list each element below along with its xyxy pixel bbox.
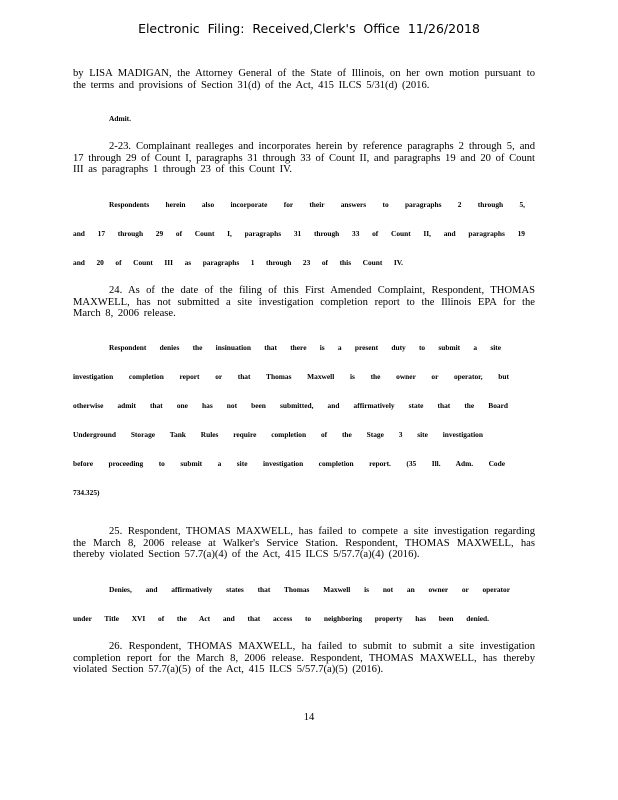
opening-paragraph: by LISA MADIGAN, the Attorney General of the State of Illinois, on her own motion pursuant to the terms and provisions of Section 31(d) of the Act, 415 ILCS 5/31(d) (2016.: [73, 68, 535, 91]
response-24-line: Respondent denies the insinuation that there is a present duty to submit a site: [109, 343, 501, 352]
response-2-23-line: and 17 through 29 of Count I, paragraphs 31 through 33 of Count II, and paragraphs 19: [73, 229, 525, 238]
filing-stamp-header: Electronic Filing: Received,Clerk's Office 11/26/2018: [138, 21, 480, 36]
response-2-23-line: and 20 of Count III as paragraphs 1 through 23 of this Count IV.: [73, 258, 403, 267]
response-24-line: investigation completion report or that Thomas Maxwell is the owner or operator, but: [73, 372, 509, 381]
response-24-line: before proceeding to submit a site investigation completion report. (35 Ill. Adm. Code: [73, 459, 505, 468]
page-number: 14: [303, 712, 315, 723]
paragraph-24: 24. As of the date of the filing of this First Amended Complaint, Respondent, THOMAS MAXWELL, has not submitted a site investigation completion report to the Illinois EPA for the March 8, 2006 release.: [73, 285, 535, 319]
response-24-line: 734.325): [73, 488, 100, 497]
response-admit: Admit.: [109, 114, 131, 123]
response-25-line: Denies, and affirmatively states that Thomas Maxwell is not an owner or operator: [109, 585, 510, 594]
paragraph-2-23: 2-23. Complainant realleges and incorporates herein by reference paragraphs 2 through 5, and 17 through 29 of Count I, paragraphs 31 through 33 of Count II, and paragraphs 19 and 20 of Count III as paragraphs 1 through 23 of this Count IV.: [73, 141, 535, 175]
paragraph-25: 25. Respondent, THOMAS MAXWELL, has failed to compete a site investigation regarding the March 8, 2006 release at Walker's Service Station. Respondent, THOMAS MAXWELL, has thereby violated Section 57.7(a)(4) of the Act, 415 ILCS 5/57.7(a)(4) (2016).: [73, 526, 535, 560]
response-2-23-line: Respondents herein also incorporate for their answers to paragraphs 2 through 5,: [109, 200, 525, 209]
response-25-line: under Title XVI of the Act and that access to neighboring property has been denied.: [73, 614, 489, 623]
response-24-line: otherwise admit that one has not been submitted, and affirmatively state that the Board: [73, 401, 508, 410]
response-24-line: Underground Storage Tank Rules require completion of the Stage 3 site investigation: [73, 430, 483, 439]
paragraph-26: 26. Respondent, THOMAS MAXWELL, ha failed to submit to submit a site investigation completion report for the March 8, 2006 release. Respondent, THOMAS MAXWELL, has thereby violated Section 57.7(a)(5) of the Act, 415 ILCS 5/57.7(a)(5) (2016).: [73, 641, 535, 675]
